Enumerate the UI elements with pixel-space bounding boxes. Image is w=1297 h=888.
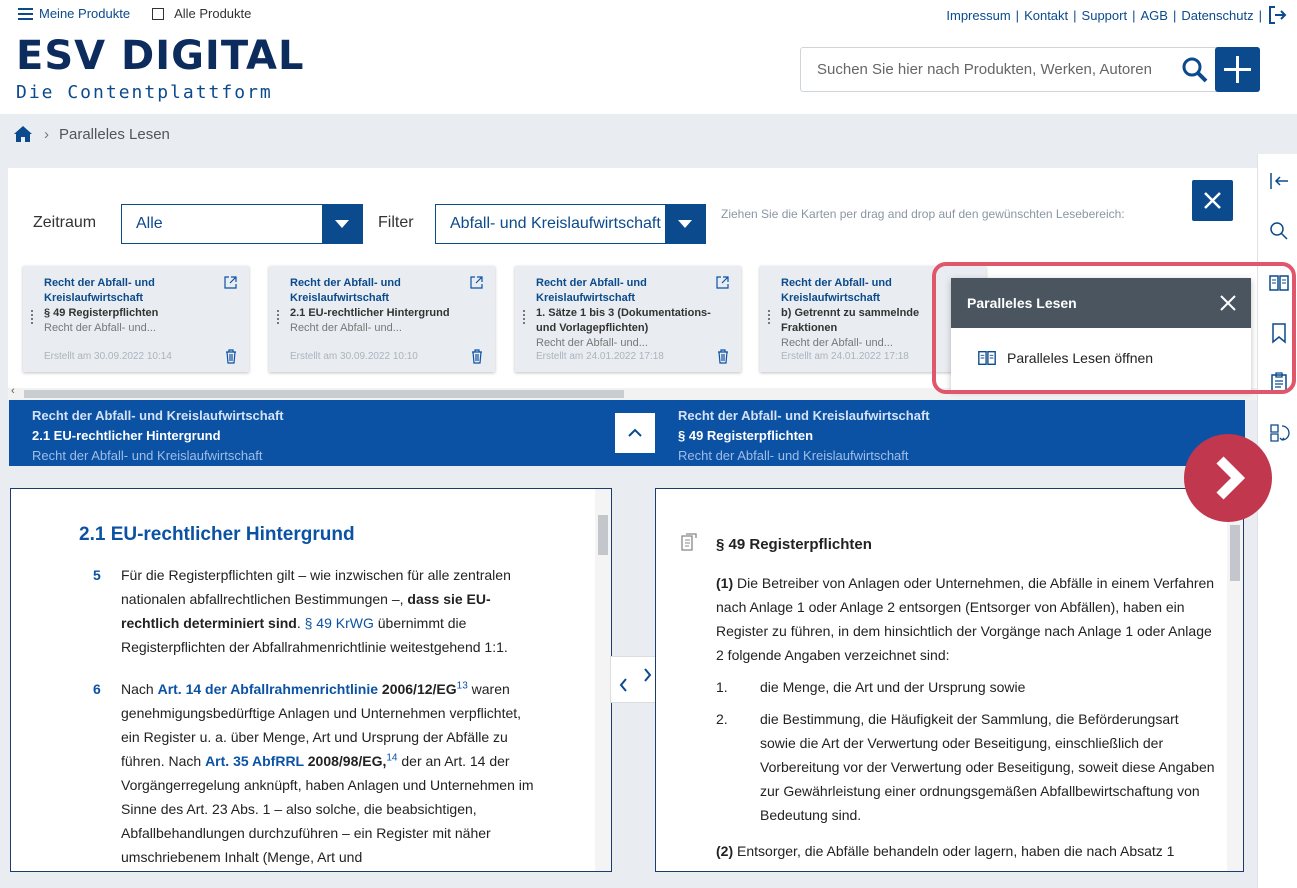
list-item [716, 675, 1216, 699]
kontakt-link[interactable]: Kontakt [1024, 7, 1069, 23]
filter-value: Abfall- und Kreislaufwirtschaft [450, 215, 661, 232]
popup-title: Paralleles Lesen [967, 295, 1077, 311]
text: die Bestimmung, die Häufigkeit der Sammlung, die Beförderungsart sowie die Art der Verwertung oder Beseitigung, einschließlich der Vorbereitung vor der Verwertung oder Beseitigung, soweit diese Angaben zur Gewährleistung einer ordnungsgemäßen Abfallbewirtschaftung von Bedeutung sind. [760, 711, 1215, 823]
breadcrumb-current: Paralleles Lesen [59, 125, 170, 143]
card-subtitle: Recht der Abfall- und... [290, 322, 402, 334]
text: waren genehmigungsbedürftige Anlagen und Unternehmen verpflichtet, ein Register u. a. über Menge, Art und Ursprung der Abfälle zu führen. Nach [121, 681, 522, 769]
card-date: Erstellt am 24.01.2022 17:18 [536, 351, 664, 362]
card-title: § 49 Registerpflichten [44, 307, 159, 319]
breadcrumb [0, 114, 1297, 154]
card-date: Erstellt am 30.09.2022 10:14 [44, 351, 172, 362]
logo-subtitle: Die Contentplattform [16, 82, 273, 103]
card-subtitle: Recht der Abfall- und... [781, 337, 893, 349]
reading-card[interactable] [515, 266, 741, 372]
right-header-sub: Recht der Abfall- und Kreislaufwirtschaft [678, 448, 909, 463]
card-source-2: Kreislaufwirtschaft [781, 292, 881, 304]
left-header-sub: Recht der Abfall- und Kreislaufwirtschaft [32, 448, 263, 463]
card-title: b) Getrennt zu sammelnde [781, 307, 920, 319]
drag-handle-icon[interactable] [277, 310, 279, 324]
external-link-icon[interactable] [224, 276, 237, 289]
reading-card[interactable] [269, 266, 495, 372]
drag-handle-icon[interactable] [523, 310, 525, 324]
chevron-down-icon [665, 205, 705, 243]
drag-handle-icon[interactable] [31, 310, 33, 324]
left-header-source: Recht der Abfall- und Kreislaufwirtschaft [32, 408, 284, 423]
chevron-left-right-icon [611, 657, 658, 704]
search-icon[interactable] [1268, 220, 1290, 242]
krwg-link[interactable]: § 49 KrWG [304, 615, 374, 631]
bold-text: 2006/12/EG [378, 681, 457, 697]
right-pane-scrollbar[interactable] [1227, 489, 1243, 871]
left-doc-heading: 2.1 EU-rechtlicher Hintergrund [79, 524, 355, 545]
external-link-icon[interactable] [716, 276, 729, 289]
collapse-sidebar-icon[interactable] [1268, 170, 1290, 192]
list-number: 2. [716, 711, 728, 727]
logout-icon[interactable] [1267, 5, 1287, 25]
search-icon[interactable] [1181, 56, 1209, 84]
agb-link[interactable]: AGB [1140, 7, 1168, 23]
trash-icon[interactable] [225, 349, 237, 364]
right-header-source: Recht der Abfall- und Kreislaufwirtschaft [678, 408, 930, 423]
right-header-title: § 49 Registerpflichten [678, 428, 814, 443]
right-document [716, 533, 1216, 863]
bold-text: 2008/98/EG, [303, 753, 387, 769]
card-source: Recht der Abfall- und [536, 277, 647, 289]
footnote-14[interactable]: 14 [386, 752, 398, 764]
list-number: 1. [716, 679, 728, 695]
text: die Menge, die Art und der Ursprung sowie [760, 679, 1026, 695]
card-source: Recht der Abfall- und [290, 277, 401, 289]
esv-digital-logo[interactable] [16, 33, 305, 103]
list-item [716, 707, 1216, 827]
right-pane-header [678, 406, 930, 466]
next-step-button[interactable] [1184, 434, 1272, 522]
filter-label: Filter [378, 214, 414, 231]
text: Nach [121, 681, 158, 697]
footer-links: Impressum | Kontakt | Support | AGB | Datenschutz | [946, 5, 1287, 25]
zeitraum-select[interactable] [121, 204, 363, 244]
external-link-icon[interactable] [470, 276, 483, 289]
card-title: 1. Sätze 1 bis 3 (Dokumentations- [536, 307, 711, 319]
scrollbar-thumb[interactable] [1230, 525, 1240, 581]
scroll-left-icon[interactable]: ‹ [11, 385, 15, 397]
all-products-checkbox[interactable] [152, 8, 164, 20]
chevron-down-icon [322, 205, 362, 243]
card-source-2: Kreislaufwirtschaft [44, 292, 144, 304]
home-icon[interactable] [14, 126, 32, 142]
text: . [296, 615, 305, 631]
document-copy-icon[interactable] [680, 533, 700, 553]
swap-panes-button[interactable] [610, 656, 657, 703]
reading-card[interactable] [23, 266, 249, 372]
card-title-2: Fraktionen [781, 322, 838, 334]
support-link[interactable]: Support [1081, 7, 1128, 23]
paragraph-6 [77, 677, 537, 869]
trash-icon[interactable] [471, 349, 483, 364]
left-pane-scrollbar[interactable] [595, 489, 611, 871]
card-date: Erstellt am 30.09.2022 10:10 [290, 351, 418, 362]
filter-select[interactable] [435, 204, 706, 244]
card-source-2: Kreislaufwirtschaft [536, 292, 636, 304]
scrollbar-thumb[interactable] [24, 390, 624, 398]
left-header-title: 2.1 EU-rechtlicher Hintergrund [32, 428, 221, 443]
absatz-1 [716, 571, 1216, 667]
highlight-frame [932, 262, 1296, 394]
card-source: Recht der Abfall- und [781, 277, 892, 289]
top-left-nav [18, 6, 251, 21]
left-document [77, 523, 537, 872]
right-doc-heading: § 49 Registerpflichten [716, 536, 872, 553]
card-source-2: Kreislaufwirtschaft [290, 292, 390, 304]
card-title: 2.1 EU-rechtlicher Hintergrund [290, 307, 450, 319]
chevron-right-icon: › [44, 125, 49, 143]
all-products-label[interactable]: Alle Produkte [174, 6, 252, 21]
card-source: Recht der Abfall- und [44, 277, 155, 289]
logo-text: ESV DIGITAL [16, 33, 305, 79]
paragraph-number: 6 [93, 681, 101, 697]
search-input[interactable] [801, 60, 1171, 79]
abfrrl-link[interactable]: Art. 35 AbfRRL [205, 753, 304, 769]
left-reading-pane[interactable] [10, 488, 612, 872]
text: Für die Registerpflichten gilt – wie inzwischen für alle zentralen nationalen abfallrechtlichen Bestimmungen –, [121, 567, 511, 607]
scrollbar-thumb[interactable] [598, 515, 608, 555]
abfallrahmenrichtlinie-link[interactable]: Art. 14 der Abfallrahmenrichtlinie [157, 681, 379, 697]
chevron-up-icon [615, 413, 655, 453]
zeitraum-value: Alle [136, 215, 163, 232]
collapse-button[interactable] [615, 413, 655, 453]
close-panel-button[interactable] [1192, 180, 1233, 221]
close-icon [1192, 180, 1233, 221]
text: Die Betreiber von Anlagen oder Unternehmen, die Abfälle in einem Verfahren nach Anlage 1 oder Anlage 2 entsorgen (Entsorger von Abfällen), haben ein Register zu führen, in dem hinsichtlich der Vorgänge nach Anlage 1 oder Anlage 2 folgende Angaben verzeichnet sind: [716, 575, 1215, 663]
search-box [800, 47, 1260, 92]
card-subtitle: Recht der Abfall- und... [44, 322, 156, 334]
open-parallel-reading-label: Paralleles Lesen öffnen [1007, 350, 1154, 366]
absatz-2 [716, 839, 1216, 863]
add-button[interactable] [1215, 47, 1260, 92]
absatz-number: (2) [716, 843, 734, 859]
datenschutz-link[interactable]: Datenschutz [1181, 7, 1254, 23]
paragraph-number: 5 [93, 567, 101, 583]
text: übernimmt die Registerpflichten der Abfallrahmenrichtlinie weitestgehend 1:1. [121, 615, 508, 655]
zeitraum-label: Zeitraum [33, 214, 97, 231]
drag-hint: Ziehen Sie die Karten per drag and drop auf den gewünschten Lesebereich: [721, 207, 1125, 221]
left-pane-header [32, 406, 284, 466]
card-title-2: und Vorlagepflichten) [536, 322, 649, 334]
chevron-right-icon [1184, 434, 1272, 522]
top-bar [0, 0, 1297, 28]
trash-icon[interactable] [717, 349, 729, 364]
footnote-13[interactable]: 13 [456, 680, 468, 692]
text: Entsorger, die Abfälle behandeln oder lagern, haben die nach Absatz 1 [733, 843, 1175, 859]
drag-handle-icon[interactable] [768, 310, 770, 324]
bold-text: dass sie EU-rechtlich determiniert sind [121, 591, 491, 631]
right-reading-pane[interactable] [655, 488, 1244, 872]
absatz-number: (1) [716, 575, 734, 591]
my-products-link[interactable]: Meine Produkte [39, 6, 131, 21]
card-subtitle: Recht der Abfall- und... [536, 337, 648, 349]
card-date: Erstellt am 24.01.2022 17:18 [781, 351, 909, 362]
paragraph-5 [77, 563, 537, 659]
impressum-link[interactable]: Impressum [946, 7, 1011, 23]
text: der an Art. 14 der Vorgängerregelung anknüpft, haben Anlagen und Unternehmen im Sinne des Art. 23 Abs. 1 – also solche, die beabsichtigen, Abfallbehandlungen durchzuführen – ein Register mit näher umschriebenem Inhalt (Menge, Art und [121, 753, 534, 865]
menu-icon[interactable] [18, 8, 33, 19]
